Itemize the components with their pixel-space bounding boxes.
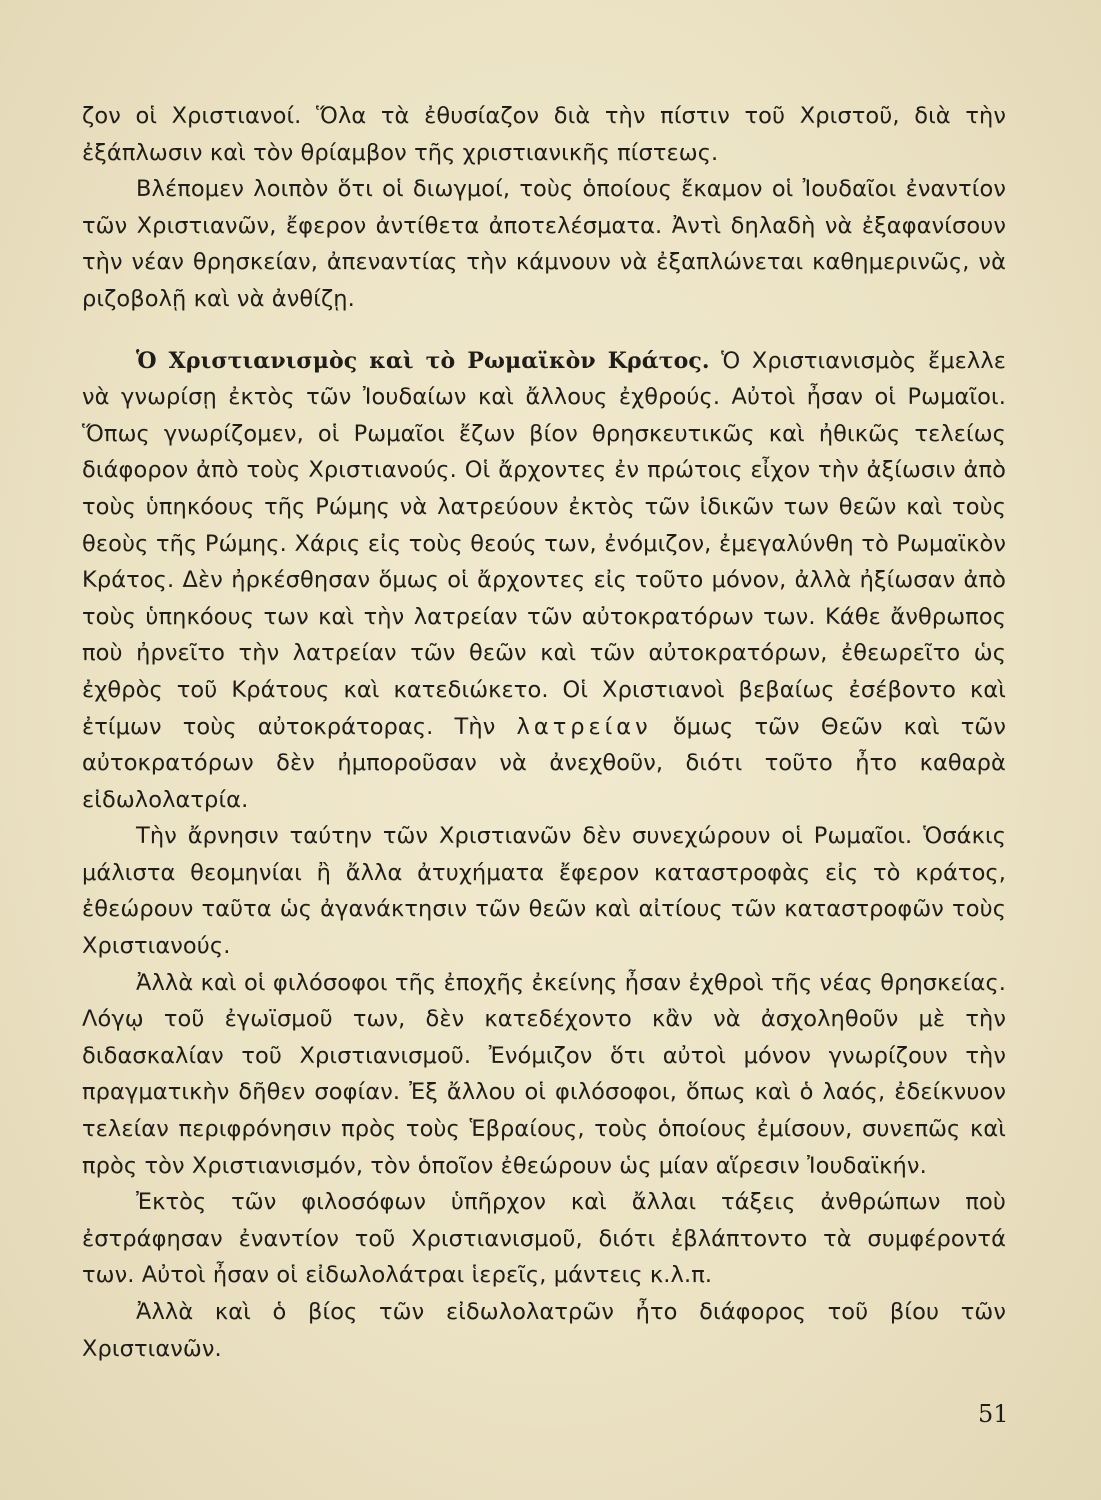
paragraph-6 [82, 1184, 1006, 1294]
paragraph-1 [82, 98, 1006, 171]
paragraph-3-text-after: ὅμως τῶν Θεῶν καὶ τῶν αὐτοκρατόρων δὲν ἠμποροῦσαν νὰ ἀνεχθοῦν, διότι τοῦτο ἦτο καθαρὰ εἰδωλολατρία. [82, 713, 1006, 813]
paragraph-2 [82, 171, 1006, 317]
paragraph-2-text: Βλέπομεν λοιπὸν ὅτι οἱ διωγμοί, τοὺς ὁποίους ἔκαμον οἱ Ἰουδαῖοι ἐναντίον τῶν Χριστιανῶν, ἔφερον ἀντίθετα ἀποτελέσματα. Ἀντὶ δηλαδὴ νὰ ἐξαφανίσουν τὴν νέαν θρησκείαν, ἀπεναντίας τὴν κάμνουν νὰ ἐξαπλώνεται καθημερινῶς, νὰ ριζοβολῇ καὶ νὰ ἀνθίζῃ. [82, 176, 1006, 312]
paragraph-7-text: Ἀλλὰ καὶ ὁ βίος τῶν εἰδωλολατρῶν ἦτο διάφορος τοῦ βίου τῶν Χριστιανῶν. [82, 1299, 1006, 1362]
paragraph-3 [82, 343, 1006, 819]
paragraph-4 [82, 818, 1006, 964]
emphasized-word: λατρείαν [516, 713, 652, 740]
paragraph-4-text: Τὴν ἄρνησιν ταύτην τῶν Χριστιανῶν δὲν συνεχώρουν οἱ Ρωμαῖοι. Ὁσάκις μάλιστα θεομηνίαι ἢ ἄλλα ἀτυχήματα ἔφερον καταστροφὰς εἰς τὸ κράτος, ἐθεώρουν ταῦτα ὡς ἀγανάκτησιν τῶν θεῶν καὶ αἰτίους τῶν καταστροφῶν τοὺς Χριστιανούς. [82, 823, 1006, 960]
paragraph-7 [82, 1294, 1006, 1367]
body-text [82, 98, 1006, 1367]
section-heading: Ὁ Χριστιανισμὸς καὶ τὸ Ρωμαϊκὸν Κράτος. [136, 347, 710, 374]
paragraph-5 [82, 965, 1006, 1185]
paragraph-5-text: Ἀλλὰ καὶ οἱ φιλόσοφοι τῆς ἐποχῆς ἐκείνης ἦσαν ἐχθροὶ τῆς νέας θρησκείας. Λόγῳ τοῦ ἐγωϊσμοῦ των, δὲν κατεδέχοντο κἂν νὰ ἀσχοληθοῦν μὲ τὴν διδασκαλίαν τοῦ Χριστιανισμοῦ. Ἐνόμιζον ὅτι αὐτοὶ μόνον γνωρίζουν τὴν πραγματικὴν δῆθεν σοφίαν. Ἐξ ἄλλου οἱ φιλόσοφοι, ὅπως καὶ ὁ λαός, ἐδείκνυον τελείαν περιφρόνησιν πρὸς τοὺς Ἑβραίους, τοὺς ὁποίους ἐμίσουν, συνεπῶς καὶ πρὸς τὸν Χριστιανισμόν, τὸν ὁποῖον ἐθεώρουν ὡς μίαν αἵρεσιν Ἰουδαϊκήν. [82, 969, 1006, 1179]
paragraph-6-text: Ἐκτὸς τῶν φιλοσόφων ὑπῆρχον καὶ ἄλλαι τάξεις ἀνθρώπων ποὺ ἐστράφησαν ἐναντίον τοῦ Χριστιανισμοῦ, διότι ἐβλάπτοντο τὰ συμφέροντά των. Αὐτοὶ ἦσαν οἱ εἰδωλολάτραι ἱερεῖς, μάντεις κ.λ.π. [82, 1189, 1006, 1289]
paragraph-1-text: ζον οἱ Χριστιανοί. Ὅλα τὰ ἐθυσίαζον διὰ τὴν πίστιν τοῦ Χριστοῦ, διὰ τὴν ἐξάπλωσιν καὶ τὸν θρίαμβον τῆς χριστιανικῆς πίστεως. [82, 103, 1006, 166]
paragraph-3-text: Ὁ Χριστιανισμὸς ἔμελλε νὰ γνωρίσῃ ἐκτὸς τῶν Ἰουδαίων καὶ ἄλλους ἐχθρούς. Αὐτοὶ ἦσαν οἱ Ρωμαῖοι. Ὅπως γνωρίζομεν, οἱ Ρωμαῖοι ἔζων βίον θρησκευτικῶς καὶ ἠθικῶς τελείως διάφορον ἀπὸ τοὺς Χριστιανούς. Οἱ ἄρχοντες ἐν πρώτοις εἶχον τὴν ἀξίωσιν ἀπὸ τοὺς ὑπηκόους τῆς Ρώμης νὰ λατρεύουν ἐκτὸς τῶν ἰδικῶν των θεῶν καὶ τοὺς θεοὺς τῆς Ρώμης. Χάρις εἰς τοὺς θεούς των, ἐνόμιζον, ἐμεγαλύνθη τὸ Ρωμαϊκὸν Κράτος. Δὲν ἠρκέσθησαν ὅμως οἱ ἄρχοντες εἰς τοῦτο μόνον, ἀλλὰ ἠξίωσαν ἀπὸ τοὺς ὑπηκόους των καὶ τὴν λατρείαν τῶν αὐτοκρατόρων των. Κάθε ἄνθρωπος ποὺ ἠρνεῖτο τὴν λατρείαν τῶν θεῶν καὶ τῶν αὐτοκρατόρων, ἐθεωρεῖτο ὡς ἐχθρὸς τοῦ Κράτους καὶ κατεδιώκετο. Οἱ Χριστιανοὶ βεβαίως ἐσέβοντο καὶ ἐτίμων τοὺς αὐτοκράτορας. Τὴν [82, 347, 1006, 740]
page-number: 51 [978, 1400, 1009, 1428]
